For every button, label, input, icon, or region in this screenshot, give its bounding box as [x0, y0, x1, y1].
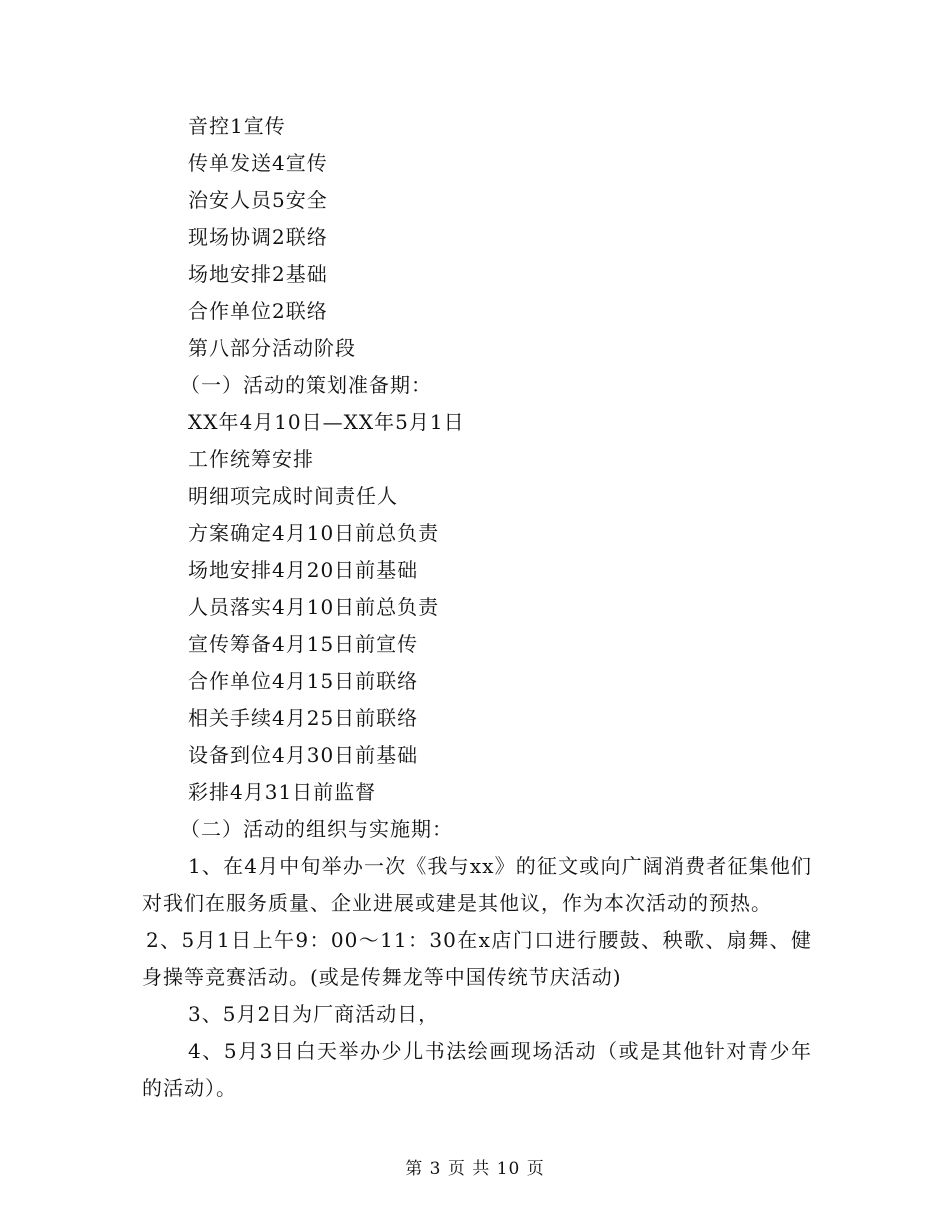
subsection-heading: （二）活动的组织与实施期：: [180, 817, 453, 841]
text-line: 现场协调2联络: [188, 225, 328, 249]
text-line: 场地安排2基础: [188, 262, 328, 286]
table-header-line: 明细项完成时间责任人: [188, 484, 398, 508]
text-line: 场地安排4月20日前基础: [188, 558, 419, 582]
text-line: XX年4月10日—XX年5月1日: [188, 410, 465, 434]
text-line: 彩排4月31日前监督: [188, 780, 377, 804]
paragraph: 3、5月2日为厂商活动日，: [188, 1002, 440, 1026]
paragraph: 1、在4月中旬举办一次《我与xx》的征文或向广阔消费者征集他们对我们在服务质量、企业进展或建是其他议，作为本次活动的预热。: [142, 854, 812, 915]
page-footer: [0, 1154, 950, 1179]
section-heading: 第八部分活动阶段: [188, 336, 356, 360]
page-number-label: 第 3 页 共 10 页: [405, 1159, 545, 1179]
text-line: 方案确定4月10日前总负责: [188, 521, 440, 545]
paragraph: 2、5月1日上午9：00～11：30在x店门口进行腰鼓、秧歌、扇舞、健身操等竞赛活动。(或是传舞龙等中国传统节庆活动): [142, 928, 812, 989]
subsection-heading: （一）活动的策划准备期：: [180, 373, 432, 397]
text-line: 宣传筹备4月15日前宣传: [188, 632, 419, 656]
document-body: [142, 108, 812, 1107]
paragraph: 4、5月3日白天举办少儿书法绘画现场活动（或是其他针对青少年的活动）。: [142, 1039, 812, 1100]
text-line: 设备到位4月30日前基础: [188, 743, 419, 767]
text-line: 相关手续4月25日前联络: [188, 706, 419, 730]
text-line: 人员落实4月10日前总负责: [188, 595, 440, 619]
text-line: 音控1宣传: [188, 114, 286, 138]
text-line: 合作单位2联络: [188, 299, 328, 323]
text-line: 工作统筹安排: [188, 447, 314, 471]
text-line: 合作单位4月15日前联络: [188, 669, 419, 693]
text-line: 传单发送4宣传: [188, 151, 328, 175]
text-line: 治安人员5安全: [188, 188, 328, 212]
